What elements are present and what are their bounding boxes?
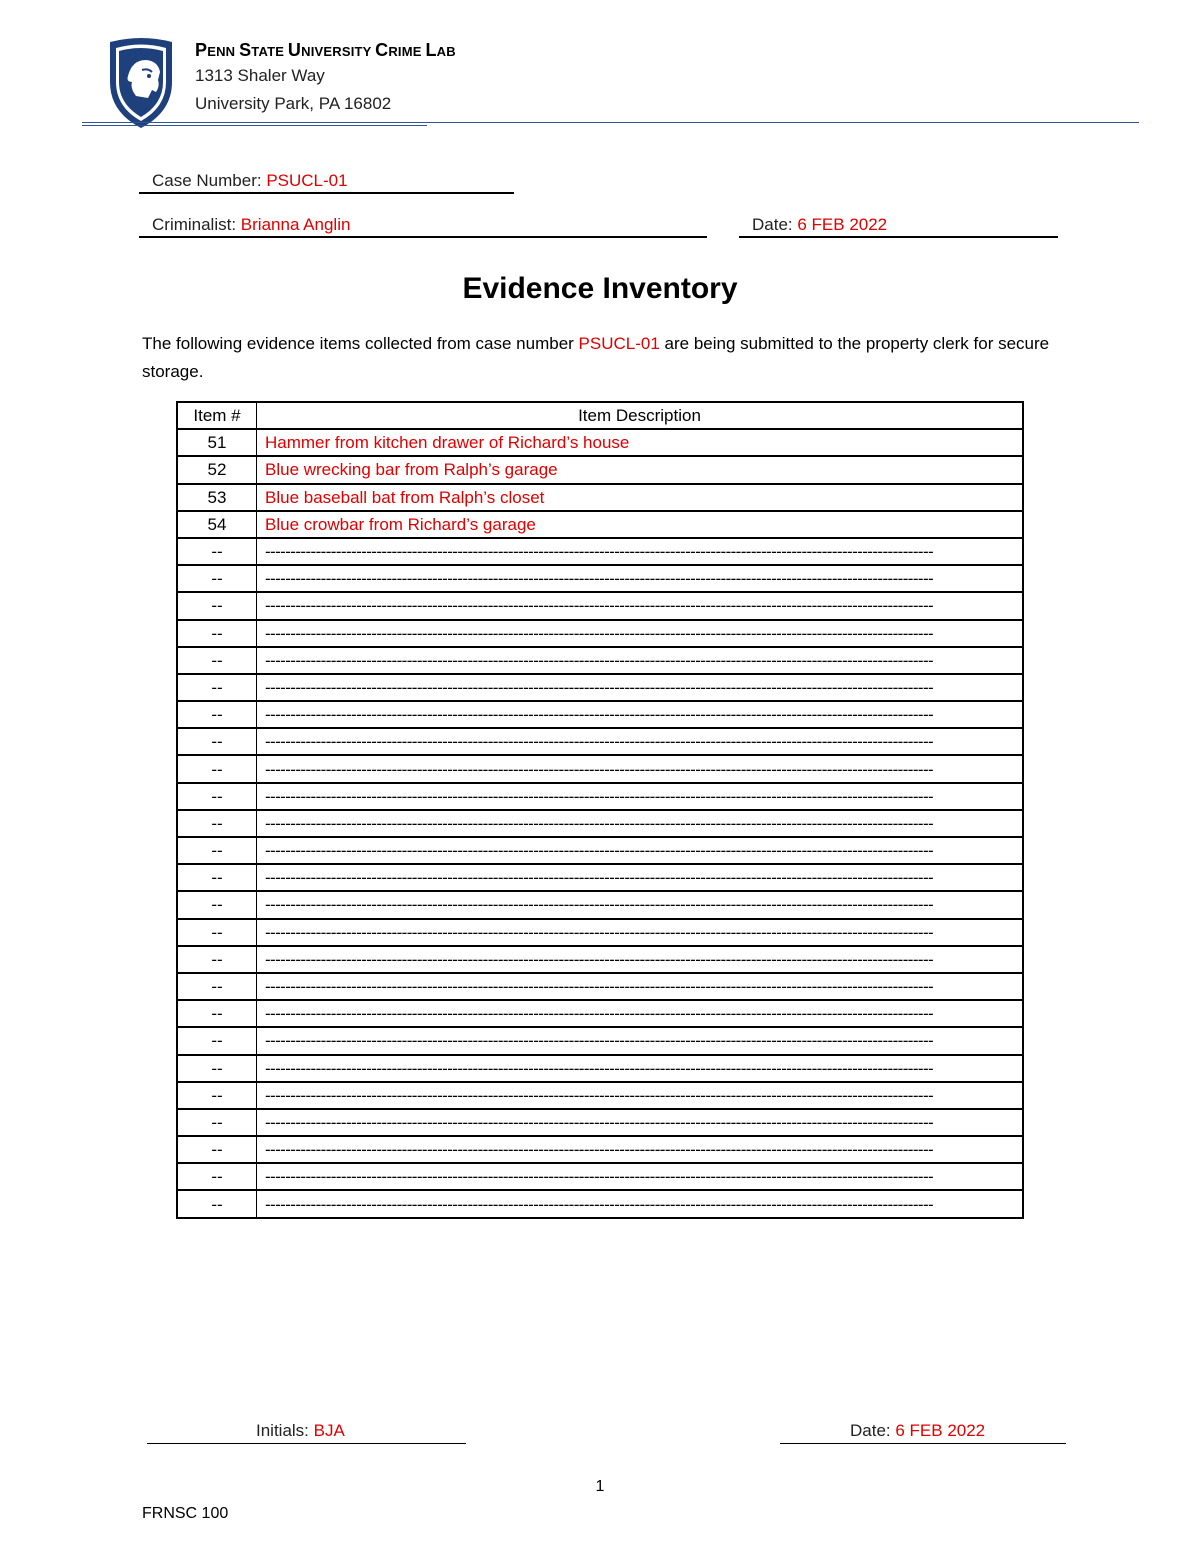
item-number-placeholder: -- bbox=[177, 1190, 257, 1217]
item-description: Blue wrecking bar from Ralph’s garage bbox=[257, 456, 1024, 483]
table-row-empty bbox=[177, 1109, 1023, 1136]
item-number-placeholder: -- bbox=[177, 1136, 257, 1163]
item-number-placeholder: -- bbox=[177, 891, 257, 918]
criminalist-value: Brianna Anglin bbox=[240, 215, 351, 234]
header-item-number: Item # bbox=[177, 402, 257, 429]
date-field bbox=[752, 215, 887, 235]
initials-field bbox=[256, 1421, 345, 1441]
item-number-placeholder: -- bbox=[177, 919, 257, 946]
lab-name-rest: AB bbox=[436, 44, 456, 59]
case-number-field bbox=[152, 171, 348, 191]
table-row-empty bbox=[177, 728, 1023, 755]
item-description-placeholder: ------------------------------------------------------------------------------------------------------------------------------------ bbox=[257, 810, 1024, 837]
header-item-description: Item Description bbox=[257, 402, 1024, 429]
item-description: Blue baseball bat from Ralph’s closet bbox=[257, 484, 1024, 511]
table-row-empty bbox=[177, 565, 1023, 592]
lab-name-rest: RIME bbox=[388, 44, 426, 59]
lab-name-initial: U bbox=[287, 40, 302, 60]
page-number: 1 bbox=[595, 1478, 605, 1495]
table-row-empty bbox=[177, 1055, 1023, 1082]
lab-name-rest: NIVERSITY bbox=[301, 44, 376, 59]
item-number-placeholder: -- bbox=[177, 1027, 257, 1054]
intro-case-number: PSUCL-01 bbox=[578, 334, 660, 353]
table-row-empty bbox=[177, 783, 1023, 810]
table-row bbox=[177, 484, 1023, 511]
item-description-placeholder: ------------------------------------------------------------------------------------------------------------------------------------ bbox=[257, 783, 1024, 810]
item-description-placeholder: ------------------------------------------------------------------------------------------------------------------------------------ bbox=[257, 1163, 1024, 1190]
table-row-empty bbox=[177, 1027, 1023, 1054]
lab-name-initial: P bbox=[195, 40, 208, 60]
signature-date-underline bbox=[780, 1443, 1066, 1444]
table-row-empty bbox=[177, 674, 1023, 701]
table-row-empty bbox=[177, 620, 1023, 647]
table-row-empty bbox=[177, 973, 1023, 1000]
table-row-empty bbox=[177, 1082, 1023, 1109]
initials-underline bbox=[147, 1443, 466, 1444]
item-number-placeholder: -- bbox=[177, 946, 257, 973]
item-description-placeholder: ------------------------------------------------------------------------------------------------------------------------------------ bbox=[257, 837, 1024, 864]
item-description-placeholder: ------------------------------------------------------------------------------------------------------------------------------------ bbox=[257, 891, 1024, 918]
item-description-placeholder: ------------------------------------------------------------------------------------------------------------------------------------ bbox=[257, 538, 1024, 565]
header-rule bbox=[82, 122, 1139, 123]
intro-text-before: The following evidence items collected from case number bbox=[142, 334, 579, 353]
case-number-label: Case Number: bbox=[152, 171, 267, 190]
case-number-value: PSUCL-01 bbox=[266, 171, 348, 190]
lab-name-rest: TATE bbox=[251, 44, 288, 59]
table-row bbox=[177, 511, 1023, 538]
item-description-placeholder: ------------------------------------------------------------------------------------------------------------------------------------ bbox=[257, 1027, 1024, 1054]
item-number-placeholder: -- bbox=[177, 728, 257, 755]
table-row-empty bbox=[177, 864, 1023, 891]
lab-name bbox=[195, 40, 456, 61]
table-body bbox=[177, 429, 1023, 1217]
table-row-empty bbox=[177, 1136, 1023, 1163]
table-row-empty bbox=[177, 919, 1023, 946]
item-description-placeholder: ------------------------------------------------------------------------------------------------------------------------------------ bbox=[257, 1000, 1024, 1027]
item-description-placeholder: ------------------------------------------------------------------------------------------------------------------------------------ bbox=[257, 1109, 1024, 1136]
item-number-placeholder: -- bbox=[177, 783, 257, 810]
table-row-empty bbox=[177, 810, 1023, 837]
date-label: Date: bbox=[752, 215, 798, 234]
item-description-placeholder: ------------------------------------------------------------------------------------------------------------------------------------ bbox=[257, 1082, 1024, 1109]
table-row-empty bbox=[177, 701, 1023, 728]
item-number-placeholder: -- bbox=[177, 1163, 257, 1190]
item-number-placeholder: -- bbox=[177, 565, 257, 592]
item-description-placeholder: ------------------------------------------------------------------------------------------------------------------------------------ bbox=[257, 701, 1024, 728]
item-number: 52 bbox=[177, 456, 257, 483]
intro-text-after: are being submitted to the property clerk for secure storage. bbox=[142, 334, 1050, 381]
item-description-placeholder: ------------------------------------------------------------------------------------------------------------------------------------ bbox=[257, 728, 1024, 755]
item-number-placeholder: -- bbox=[177, 592, 257, 619]
item-number-placeholder: -- bbox=[177, 837, 257, 864]
item-number-placeholder: -- bbox=[177, 1082, 257, 1109]
item-description: Blue crowbar from Richard’s garage bbox=[257, 511, 1024, 538]
criminalist-underline bbox=[139, 236, 707, 238]
criminalist-label: Criminalist: bbox=[152, 215, 241, 234]
item-number-placeholder: -- bbox=[177, 620, 257, 647]
item-number-placeholder: -- bbox=[177, 1000, 257, 1027]
lab-name-rest: ENN bbox=[207, 44, 240, 59]
item-number-placeholder: -- bbox=[177, 674, 257, 701]
signature-date-value: 6 FEB 2022 bbox=[895, 1421, 986, 1440]
table-row-empty bbox=[177, 1000, 1023, 1027]
item-description-placeholder: ------------------------------------------------------------------------------------------------------------------------------------ bbox=[257, 674, 1024, 701]
signature-date-field bbox=[850, 1421, 985, 1441]
item-description-placeholder: ------------------------------------------------------------------------------------------------------------------------------------ bbox=[257, 565, 1024, 592]
table-row bbox=[177, 429, 1023, 456]
item-description-placeholder: ------------------------------------------------------------------------------------------------------------------------------------ bbox=[257, 1136, 1024, 1163]
item-number-placeholder: -- bbox=[177, 647, 257, 674]
date-value: 6 FEB 2022 bbox=[797, 215, 888, 234]
item-description-placeholder: ------------------------------------------------------------------------------------------------------------------------------------ bbox=[257, 620, 1024, 647]
date-underline bbox=[739, 236, 1058, 238]
table-row-empty bbox=[177, 1190, 1023, 1217]
item-description-placeholder: ------------------------------------------------------------------------------------------------------------------------------------ bbox=[257, 973, 1024, 1000]
item-description-placeholder: ------------------------------------------------------------------------------------------------------------------------------------ bbox=[257, 755, 1024, 782]
case-number-underline bbox=[139, 192, 514, 194]
item-description-placeholder: ------------------------------------------------------------------------------------------------------------------------------------ bbox=[257, 864, 1024, 891]
item-number-placeholder: -- bbox=[177, 538, 257, 565]
document-title: Evidence Inventory bbox=[462, 272, 738, 305]
item-description-placeholder: ------------------------------------------------------------------------------------------------------------------------------------ bbox=[257, 919, 1024, 946]
table-row-empty bbox=[177, 647, 1023, 674]
table-header-row bbox=[177, 402, 1023, 429]
signature-date-label: Date: bbox=[850, 1421, 896, 1440]
lab-name-initial: S bbox=[239, 40, 252, 60]
item-description-placeholder: ------------------------------------------------------------------------------------------------------------------------------------ bbox=[257, 946, 1024, 973]
criminalist-field bbox=[152, 215, 350, 235]
table-row-empty bbox=[177, 946, 1023, 973]
initials-value: BJA bbox=[313, 1421, 345, 1440]
item-number-placeholder: -- bbox=[177, 701, 257, 728]
item-description-placeholder: ------------------------------------------------------------------------------------------------------------------------------------ bbox=[257, 1055, 1024, 1082]
nittany-lion-shield-icon bbox=[108, 36, 174, 128]
item-description-placeholder: ------------------------------------------------------------------------------------------------------------------------------------ bbox=[257, 592, 1024, 619]
item-description: Hammer from kitchen drawer of Richard’s house bbox=[257, 429, 1024, 456]
item-number-placeholder: -- bbox=[177, 864, 257, 891]
lab-name-initial: C bbox=[375, 40, 389, 60]
table-row-empty bbox=[177, 592, 1023, 619]
item-number: 54 bbox=[177, 511, 257, 538]
item-number-placeholder: -- bbox=[177, 973, 257, 1000]
item-number-placeholder: -- bbox=[177, 1109, 257, 1136]
address-line-2: University Park, PA 16802 bbox=[195, 94, 392, 113]
table-row-empty bbox=[177, 1163, 1023, 1190]
lab-name-initial: L bbox=[425, 40, 437, 60]
address-line-1: 1313 Shaler Way bbox=[195, 66, 325, 85]
item-description-placeholder: ------------------------------------------------------------------------------------------------------------------------------------ bbox=[257, 647, 1024, 674]
table-row-empty bbox=[177, 755, 1023, 782]
table-row-empty bbox=[177, 538, 1023, 565]
item-number-placeholder: -- bbox=[177, 1055, 257, 1082]
item-number: 51 bbox=[177, 429, 257, 456]
table-row-empty bbox=[177, 837, 1023, 864]
header-rule-accent bbox=[82, 125, 427, 126]
table-row bbox=[177, 456, 1023, 483]
item-number: 53 bbox=[177, 484, 257, 511]
evidence-table bbox=[176, 401, 1024, 1219]
item-number-placeholder: -- bbox=[177, 810, 257, 837]
table-row-empty bbox=[177, 891, 1023, 918]
item-number-placeholder: -- bbox=[177, 755, 257, 782]
item-description-placeholder: ------------------------------------------------------------------------------------------------------------------------------------ bbox=[257, 1190, 1024, 1217]
initials-label: Initials: bbox=[256, 1421, 314, 1440]
intro-paragraph bbox=[142, 330, 1062, 386]
course-code: FRNSC 100 bbox=[142, 1505, 229, 1522]
